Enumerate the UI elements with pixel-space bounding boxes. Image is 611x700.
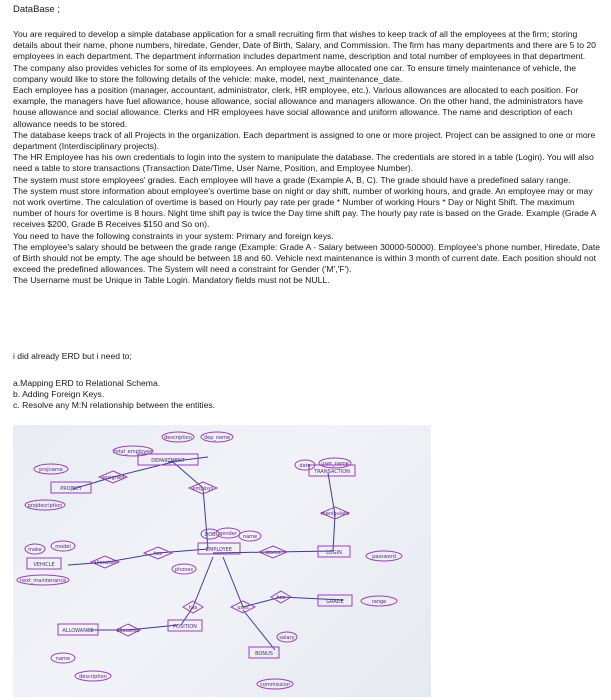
- requirement-paragraph: The system must store employees' grades. Each employee will have a grade (Example A, B, C). The grade should have a predefined salary range.: [13, 174, 571, 185]
- erd-relationship-label: assigned: [101, 475, 125, 481]
- erd-attribute-label: password: [372, 554, 396, 560]
- erd-entity-label: TRANSACTION: [314, 469, 350, 475]
- erd-attribute-label: name: [55, 656, 71, 662]
- erd-relationship-label: manipulate: [320, 511, 350, 517]
- requirement-paragraph: The Username must be Unique in Table Login. Mandatory fields must not be NULL.: [13, 275, 330, 286]
- erd-attribute-label: projname: [39, 467, 63, 473]
- erd-photo: [13, 425, 431, 697]
- erd-attribute-label: description: [79, 674, 107, 680]
- todo-item: b. Adding Foreign Keys.: [13, 389, 105, 400]
- requirement-paragraph: The database keeps track of all Projects in the organization. Each department is assigned to one or more project. Project can be assigned to one or more department (Interdisciplinary projects).: [13, 129, 596, 152]
- erd-relationship-label: uses: [237, 605, 249, 611]
- erd-relationship-label: has: [276, 595, 286, 601]
- requirement-paragraph: You need to have the following constraints in your system: Primary and foreign keys.: [13, 230, 334, 241]
- erd-attribute-label: next_maintenance: [19, 578, 67, 584]
- todo-list: [13, 378, 215, 412]
- erd-attribute-label: total_employee: [113, 449, 153, 455]
- erd-entity-label: BONUS: [255, 651, 273, 657]
- erd-attribute-label: user_name: [321, 461, 349, 467]
- page-title: DataBase ;: [13, 4, 60, 15]
- erd-relationship-label: allocated: [93, 560, 117, 566]
- erd-attribute-label: DOB: [204, 532, 216, 538]
- erd-diagram: [13, 425, 431, 697]
- erd-entity-label: GRADE: [326, 599, 344, 605]
- erd-entity-label: POSITION: [173, 624, 197, 630]
- erd-relationship-label: allocated: [116, 628, 140, 634]
- erd-attribute-label: projdecription: [27, 503, 63, 509]
- erd-attribute-label: commission: [260, 682, 290, 688]
- erd-attribute-label: date: [299, 463, 311, 469]
- requirement-paragraph: The employee's salary should be between the grade range (Example: Grade A - Salary between 30000-50000). Employee's phone number, Hiredate, Date of Birth should not be empty. The age should be between 18 and 60. Vehicle next maintenance is within 3 month of current date. Each position should not exceed the predefined allowances. The System will need a constraint for Gender ('M','F').: [13, 241, 601, 275]
- requirement-paragraph: You are required to develop a simple database application for a small recruiting firm that wishes to keep track of all the employees at the firm; storing details about their name, phone numbers, hiredate, Gender, Date of Birth, Salary, and Commission. The firm has many departments and there are 5 to 20 employees in each department. The department information includes department name, description and total number of employees in that department. The company also provides vehicles for some of its employees. An employee maybe allocated one car. To ensure timely maintenance of vehicle, the company would like to store the following details of the vehicle: make, model, next_maintenance_date.: [13, 29, 596, 84]
- erd-relationship-label: has: [188, 605, 198, 611]
- erd-entity-label: ALLOWANCE: [62, 628, 94, 634]
- erd-relationship-label: employs: [192, 486, 214, 492]
- erd-attribute-label: make: [28, 547, 42, 553]
- erd-attribute-label: salary: [279, 635, 295, 641]
- erd-attribute-label: gender: [219, 531, 237, 537]
- erd-attribute-label: phones: [174, 567, 194, 573]
- erd-entity-label: PROJECT: [60, 486, 82, 492]
- erd-relationship-label: has: [153, 551, 163, 557]
- requirement-paragraph: The system must store information about employee's overtime base on night or day shift, number of working hours, and grade. An employee may or may not work overtime. The calculation of overtime is based on Hourly pay rate per grade * Number of working Hours * Day or Night Shift. The maximum number of hours for overtime is 8 hours. Night time shift pay is twice the Day time shift pay. The hourly pay rate is based on the Grade. Example (Grade A receives $200, Grade B Receives $150 and So on).: [13, 185, 596, 230]
- erd-entity-label: DEPARTMENT: [151, 458, 185, 464]
- erd-entity-label: LOGIN: [326, 550, 342, 556]
- erd-entity-label: VEHICLE: [33, 562, 55, 568]
- todo-item: a.Mapping ERD to Relational Schema.: [13, 378, 161, 388]
- erd-relationship-label: stores: [265, 550, 281, 556]
- requirements-text: [13, 29, 601, 287]
- erd-attribute-label: range: [371, 599, 387, 605]
- todo-item: c. Resolve any M:N relationship between the entities.: [13, 400, 216, 411]
- erd-attribute-label: dep_name: [203, 435, 231, 441]
- erd-attribute-label: name: [242, 534, 258, 540]
- erd-attribute-label: description: [164, 435, 192, 441]
- requirement-paragraph: The HR Employee has his own credentials to login into the system to manipulate the database. The credentials are stored in a table (Login). You will also need a table to store transactions (Transaction Date/Time, User Name, Position, and Employee Number).: [13, 152, 594, 174]
- user-note: i did already ERD but i need to;: [13, 351, 132, 361]
- erd-attribute-label: model: [55, 544, 71, 550]
- erd-entity-label: EMPLOYEE: [205, 547, 233, 553]
- requirement-paragraph: Each employee has a position (manager, accountant, administrator, clerk, HR employee, etc.). Various allowances are allocated to each position. For example, the managers have fuel allowance, house allowance, social allowance and managers allowance. On the other hand, the administrators have house allowance and social allowance. Clerks and HR employees have social allowance and uniform allowance. The name and description of each allowance needs to be stored.: [13, 85, 583, 129]
